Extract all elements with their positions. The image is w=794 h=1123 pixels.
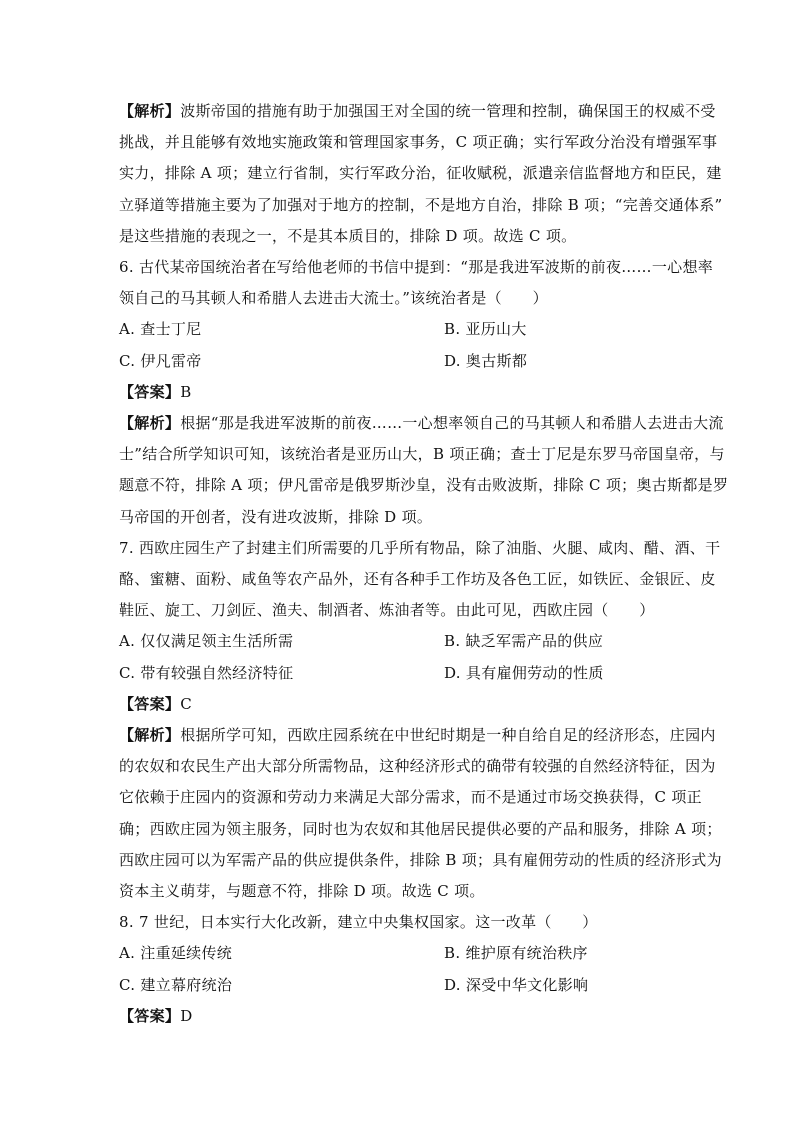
- analysis-tag: 【解析】: [119, 414, 181, 433]
- option-d: D. 奥古斯都: [444, 351, 528, 370]
- analysis-text: 立驿道等措施主要为了加强对于地方的控制，不是地方自治，排除 B 项；“完善交通体系”: [119, 195, 723, 214]
- analysis-text: 马帝国的开创者，没有进攻波斯，排除 D 项。: [119, 507, 433, 526]
- analysis-text: 题意不符，排除 A 项；伊凡雷帝是俄罗斯沙皇，没有击败波斯，排除 C 项；奥古斯都是罗: [119, 476, 729, 495]
- answer-value: B: [180, 382, 192, 401]
- options-row: [119, 970, 677, 1001]
- question-stem: 8. 7 世纪，日本实行大化改新，建立中央集权国家。这一改革（ ）: [119, 913, 598, 932]
- answer-value: C: [180, 694, 192, 713]
- question-stem: 酪、蜜糖、面粉、咸鱼等农产品外，还有各种手工作坊及各色工匠，如铁匠、金银匠、皮: [119, 570, 716, 589]
- option-c: C. 建立幕府统治: [119, 975, 233, 994]
- option-a: A. 注重延续传统: [119, 944, 233, 963]
- analysis-q5: [119, 96, 723, 252]
- analysis-text: 的农奴和农民生产出大部分所需物品，这种经济形式的确带有较强的自然经济特征，因为: [119, 757, 716, 776]
- answer: [119, 377, 677, 408]
- question-7: [119, 533, 722, 907]
- option-a: A. 仅仅满足领主生活所需: [119, 632, 294, 651]
- question-stem: 鞋匠、旋工、刀剑匠、渔夫、制酒者、炼油者等。由此可见，西欧庄园（ ）: [119, 601, 655, 620]
- analysis-tag: 【解析】: [119, 102, 181, 120]
- analysis-text: 挑战，并且能够有效地实施政策和管理国家事务，C 项正确；实行军政分治没有增强军事: [119, 133, 718, 152]
- option-d: D. 深受中华文化影响: [444, 975, 589, 994]
- document-page: [119, 96, 729, 1032]
- analysis-text: 根据所学可知，西欧庄园系统在中世纪时期是一种自给自足的经济形态，庄园内: [180, 726, 716, 745]
- options-row: [119, 938, 677, 969]
- options-row: [119, 626, 677, 657]
- analysis-text: 士”结合所学知识可知，该统治者是亚历山大，B 项正确；查士丁尼是东罗马帝国皇帝，与: [119, 445, 725, 464]
- question-stem: 领自己的马其顿人和希腊人去进击大流士。”该统治者是（ ）: [119, 289, 548, 308]
- options-row: [119, 658, 677, 689]
- analysis-tag: 【解析】: [119, 726, 181, 745]
- option-c: C. 伊凡雷帝: [119, 351, 202, 370]
- options-row: [119, 346, 677, 377]
- answer-tag: 【答案】: [119, 382, 181, 401]
- option-a: A. 查士丁尼: [119, 320, 202, 339]
- analysis-text: 是这些措施的表现之一，不是其本质目的，排除 D 项。故选 C 项。: [119, 226, 577, 245]
- analysis-text: 根据“那是我进军波斯的前夜……一心想率领自己的马其顿人和希腊人去进击大流: [180, 414, 724, 433]
- question-6: [119, 252, 729, 533]
- option-d: D. 具有雇佣劳动的性质: [444, 663, 604, 682]
- option-b: B. 亚历山大: [444, 320, 527, 339]
- answer: [119, 689, 677, 720]
- answer-tag: 【答案】: [119, 1006, 181, 1025]
- option-b: B. 缺乏军需产品的供应: [444, 632, 604, 651]
- option-c: C. 带有较强自然经济特征: [119, 663, 294, 682]
- options-row: [119, 314, 677, 345]
- answer-value: D: [180, 1006, 193, 1025]
- analysis-text: 确；西欧庄园为领主服务，同时也为农奴和其他居民提供必要的产品和服务，排除 A 项；: [119, 819, 722, 838]
- question-stem: 7. 西欧庄园生产了封建主们所需要的几乎所有物品，除了油脂、火腿、咸肉、醋、酒、干: [119, 538, 721, 557]
- analysis-text: 资本主义萌芽，与题意不符，排除 D 项。故选 C 项。: [119, 882, 485, 901]
- answer: [119, 1001, 677, 1032]
- option-b: B. 维护原有统治秩序: [444, 944, 588, 963]
- analysis-text: 它依赖于庄园内的资源和劳动力来满足大部分需求，而不是通过市场交换获得，C 项正: [119, 788, 702, 807]
- analysis-text: 西欧庄园可以为军需产品的供应提供条件，排除 B 项；具有雇佣劳动的性质的经济形式为: [119, 850, 722, 869]
- analysis-text: 波斯帝国的措施有助于加强国王对全国的统一管理和控制，确保国王的权威不受: [180, 102, 716, 120]
- question-stem: 6. 古代某帝国统治者在写给他老师的书信中提到：“那是我进军波斯的前夜……一心想率: [119, 258, 714, 277]
- analysis-text: 实力，排除 A 项；建立行省制，实行军政分治，征收赋税，派遣亲信监督地方和臣民，建: [119, 164, 722, 183]
- question-8: [119, 907, 677, 1032]
- answer-tag: 【答案】: [119, 694, 181, 713]
